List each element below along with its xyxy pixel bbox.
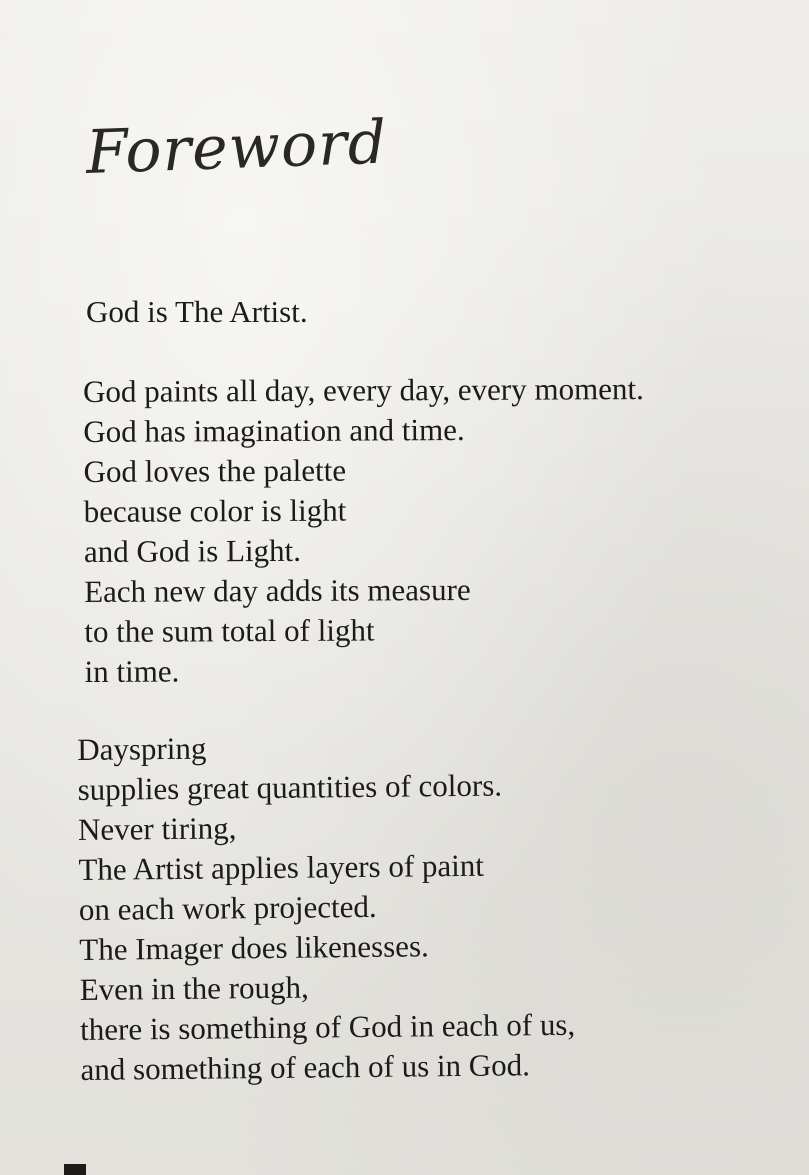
poem-line: God is The Artist. — [86, 294, 308, 329]
poem-line: Each new day adds its measure — [84, 571, 471, 609]
page-heading: Foreword — [84, 107, 389, 188]
poem-line: The Artist applies layers of paint — [78, 847, 485, 887]
poem-line: God loves the palette — [83, 452, 347, 489]
poem-line: and something of each of us in God. — [80, 1047, 531, 1087]
stanza-3 — [77, 725, 576, 1090]
poem-line: God has imagination and time. — [83, 412, 465, 449]
poem-line: God paints all day, every day, every moment. — [83, 371, 644, 409]
poem-line: there is something of God in each of us, — [79, 1006, 576, 1047]
poem-line: supplies great quantities of colors. — [77, 767, 503, 807]
stanza-2 — [83, 369, 645, 692]
page-number-fragment — [64, 1164, 86, 1175]
poem-line: Even in the rough, — [79, 969, 309, 1007]
poem-line: because color is light — [83, 492, 347, 529]
poem-line: and God is Light. — [83, 532, 302, 569]
poem-line: to the sum total of light — [84, 612, 375, 649]
poem-line: in time. — [84, 653, 180, 689]
poem-line: on each work projected. — [78, 888, 377, 927]
poem-line: The Imager does likenesses. — [79, 928, 429, 967]
poem-line: Never tiring, — [77, 810, 237, 847]
poem-line: Dayspring — [77, 730, 207, 767]
stanza-1 — [86, 292, 308, 332]
